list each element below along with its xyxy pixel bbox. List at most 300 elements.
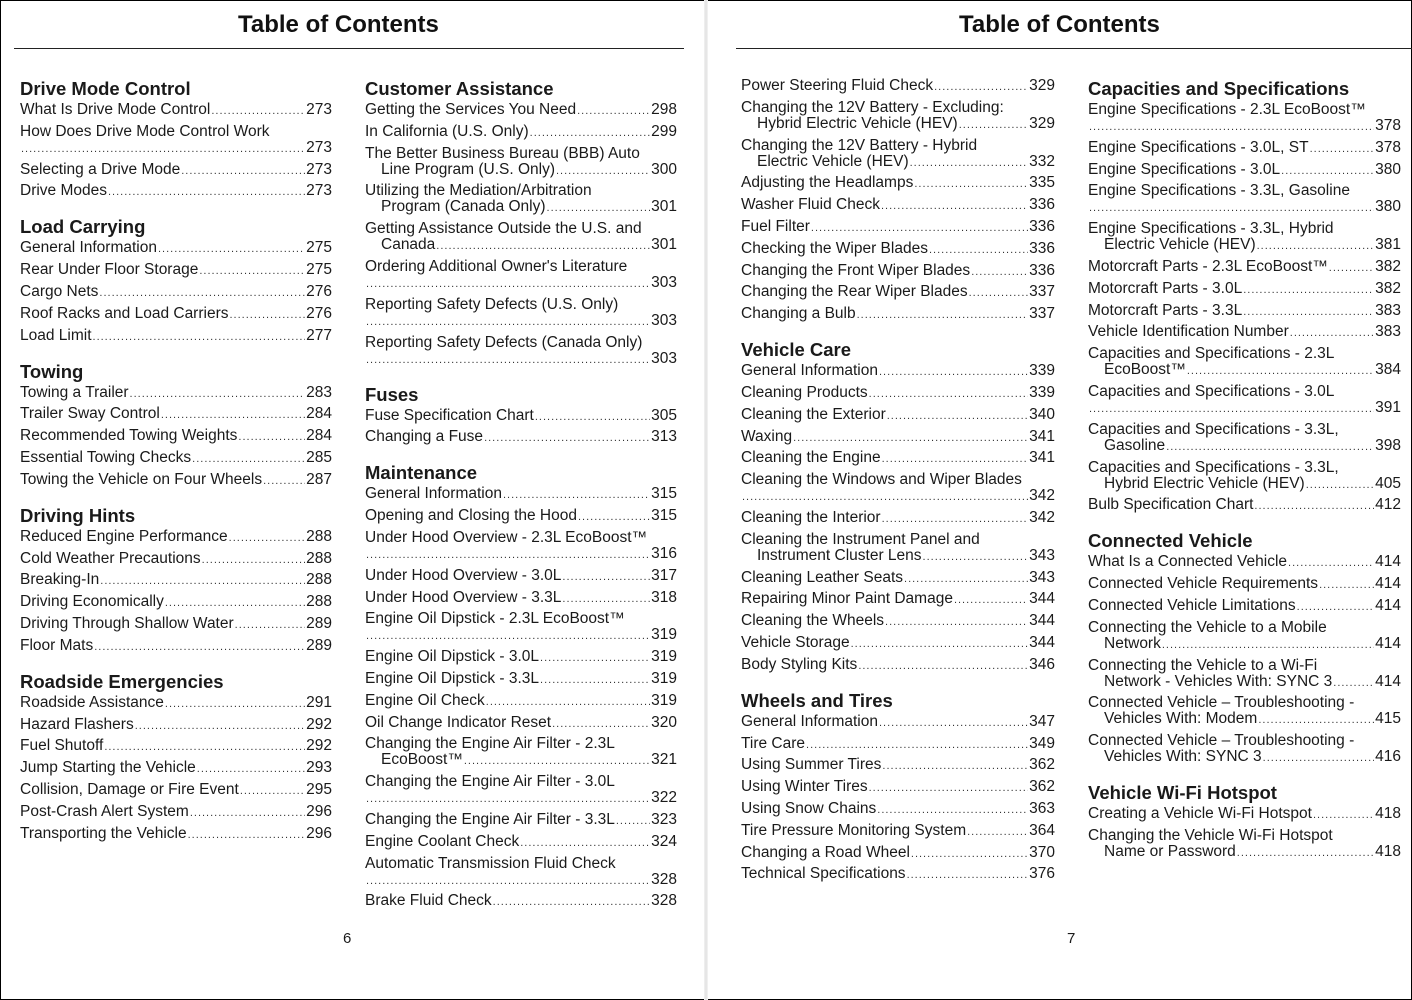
toc-entry[interactable] — [741, 407, 1055, 424]
entry-text: Rear Under Floor Storage — [20, 261, 199, 279]
dot-leader — [130, 385, 306, 402]
toc-entry[interactable] — [20, 428, 332, 445]
toc-column — [1088, 78, 1401, 877]
entry-page-number: 391 — [1375, 398, 1401, 416]
dot-leader — [547, 199, 651, 216]
toc-entry[interactable] — [365, 335, 677, 368]
toc-entry[interactable] — [741, 429, 1055, 446]
toc-section — [741, 690, 1055, 884]
toc-entry[interactable] — [1088, 183, 1401, 216]
entry-text: Engine Oil Check — [365, 691, 485, 709]
toc-entry[interactable] — [20, 162, 332, 179]
entry-text: Connected Vehicle Limitations — [1088, 596, 1296, 614]
entry-page-number: 418 — [1375, 842, 1401, 860]
toc-entry[interactable] — [1088, 733, 1401, 766]
entry-page-number: 295 — [306, 780, 332, 798]
toc-entry[interactable] — [20, 551, 332, 568]
page-number: 7 — [1067, 930, 1076, 947]
dot-leader — [887, 407, 1028, 424]
entry-text: Engine Oil Dipstick - 2.3L EcoBoost™ — [365, 610, 625, 628]
entry-text: Changing the Front Wiper Blades — [741, 261, 971, 279]
section-heading: Drive Mode Control — [20, 78, 191, 99]
entry-page-number: 301 — [651, 198, 677, 216]
entry-text: The Better Business Bureau (BBB) Auto — [365, 144, 640, 162]
dot-leader — [742, 488, 1028, 505]
entry-text: Engine Oil Dipstick - 3.0L — [365, 648, 540, 666]
entry-page-number: 283 — [306, 383, 332, 401]
entry-text: Roadside Assistance — [20, 693, 164, 711]
section-heading: Vehicle Care — [741, 339, 852, 361]
toc-entry[interactable] — [20, 102, 332, 119]
toc-entry[interactable] — [741, 138, 1055, 171]
entry-text: Motorcraft Parts - 3.3L — [1088, 301, 1243, 319]
entry-page-number: 323 — [651, 810, 677, 828]
toc-entry[interactable] — [741, 823, 1055, 840]
dot-leader — [366, 627, 650, 644]
entry-text: Capacities and Specifications - 3.3L, — [1088, 458, 1339, 476]
entry-text: Changing the 12V Battery - Hybrid — [741, 136, 978, 154]
dot-leader — [1333, 674, 1374, 691]
toc-entry[interactable] — [365, 812, 677, 829]
toc-entry[interactable] — [741, 736, 1055, 753]
dot-leader — [135, 717, 305, 734]
entry-text: Capacities and Specifications - 3.3L, — [1088, 420, 1339, 438]
entry-text: Driving Through Shallow Water — [20, 614, 234, 632]
toc-entry[interactable] — [741, 510, 1055, 527]
toc-entry[interactable] — [741, 472, 1055, 505]
section-heading: Driving Hints — [20, 504, 136, 526]
entry-text: Automatic Transmission Fluid Check — [365, 854, 616, 872]
dot-leader — [165, 695, 305, 712]
toc-entry[interactable] — [20, 240, 332, 257]
entry-text: Driving Economically — [20, 593, 164, 611]
toc-entry[interactable] — [1088, 554, 1401, 571]
entry-page-number: 337 — [1029, 283, 1055, 301]
entry-text: Washer Fluid Check — [741, 196, 880, 214]
entry-text: Motorcraft Parts - 3.0L — [1088, 279, 1243, 297]
toc-entry[interactable] — [365, 693, 677, 710]
toc-entry[interactable] — [741, 219, 1055, 236]
entry-text: Changing the Engine Air Filter - 2.3L — [365, 735, 615, 753]
entry-text: Transporting the Vehicle — [20, 824, 187, 842]
entry-text: Utilizing the Mediation/Arbitration — [365, 182, 592, 200]
toc-entry[interactable] — [20, 124, 332, 157]
dot-leader — [869, 779, 1029, 796]
toc-entry[interactable] — [741, 570, 1055, 587]
toc-entry[interactable] — [365, 715, 677, 732]
entry-page-number: 324 — [651, 832, 677, 850]
entry-page-number: 362 — [1029, 778, 1055, 796]
entry-page-number: 382 — [1375, 279, 1401, 297]
toc-entry[interactable] — [365, 221, 677, 254]
entry-page-number: 319 — [651, 648, 677, 666]
toc-entry[interactable] — [741, 657, 1055, 674]
toc-entry[interactable] — [741, 175, 1055, 192]
entry-text: How Does Drive Mode Control Work — [20, 122, 270, 140]
section-heading: Towing — [20, 360, 84, 382]
toc-entry[interactable] — [741, 532, 1055, 565]
entry-text: Engine Specifications - 3.3L, Gasoline — [1088, 182, 1350, 200]
toc-entry[interactable] — [365, 736, 677, 769]
toc-entry[interactable] — [365, 856, 677, 889]
dot-leader — [93, 328, 306, 345]
entry-page-number: 303 — [651, 273, 677, 291]
toc-entry[interactable] — [1088, 281, 1401, 298]
entry-page-number: 405 — [1375, 474, 1401, 492]
toc-entry[interactable] — [741, 197, 1055, 214]
toc-entry[interactable] — [1088, 162, 1401, 179]
dot-leader — [969, 284, 1029, 301]
entry-text: Changing the Vehicle Wi-Fi Hotspot — [1088, 826, 1333, 844]
entry-page-number: 273 — [306, 160, 332, 178]
toc-entry[interactable] — [1088, 221, 1401, 254]
dot-leader — [858, 657, 1028, 674]
entry-page-number: 340 — [1029, 405, 1055, 423]
dot-leader — [954, 591, 1028, 608]
toc-entry[interactable] — [741, 591, 1055, 608]
dot-leader — [1089, 400, 1374, 417]
dot-leader — [181, 162, 305, 179]
toc-entry[interactable] — [20, 804, 332, 821]
section-heading: Connected Vehicle — [1088, 530, 1253, 552]
dot-leader — [165, 594, 305, 611]
dot-leader — [879, 714, 1028, 731]
toc-entry[interactable] — [1088, 346, 1401, 379]
toc-entry[interactable] — [1088, 695, 1401, 728]
entry-page-number: 291 — [306, 693, 332, 711]
toc-entry[interactable] — [1088, 598, 1401, 615]
page-title: Table of Contents — [959, 11, 1160, 38]
dot-leader — [94, 638, 305, 655]
entry-page-number: 383 — [1375, 323, 1401, 341]
entry-text: Recommended Towing Weights — [20, 427, 238, 445]
dot-leader — [1089, 118, 1374, 135]
entry-page-number: 349 — [1029, 734, 1055, 752]
toc-entry[interactable] — [741, 241, 1055, 258]
toc-entry[interactable] — [20, 826, 332, 843]
toc-section — [365, 462, 677, 910]
toc-entry[interactable] — [20, 450, 332, 467]
toc-entry[interactable] — [1088, 828, 1401, 861]
dot-leader — [486, 693, 650, 710]
toc-entry[interactable] — [365, 146, 677, 179]
toc-entry[interactable] — [365, 183, 677, 216]
toc-entry[interactable] — [365, 259, 677, 292]
toc-entry[interactable] — [20, 262, 332, 279]
dot-leader — [230, 306, 306, 323]
toc-entry[interactable] — [20, 529, 332, 546]
toc-entry[interactable] — [741, 100, 1055, 133]
toc-section — [1088, 78, 1401, 514]
entry-text: Connected Vehicle – Troubleshooting - — [1088, 732, 1355, 750]
toc-entry[interactable] — [20, 695, 332, 712]
entry-page-number: 288 — [306, 549, 332, 567]
dot-leader — [199, 262, 305, 279]
dot-leader — [869, 385, 1028, 402]
entry-page-number: 322 — [651, 789, 677, 807]
left-page — [0, 0, 700, 1000]
entry-page-number: 384 — [1375, 361, 1401, 379]
dot-leader — [971, 263, 1028, 280]
entry-page-number: 277 — [306, 326, 332, 344]
entry-text: Network — [1104, 634, 1161, 652]
entry-text: Connecting the Vehicle to a Mobile — [1088, 618, 1327, 636]
dot-leader — [959, 116, 1028, 133]
toc-section — [1088, 782, 1401, 861]
entry-text: Using Winter Tires — [741, 778, 868, 796]
entry-page-number: 414 — [1375, 575, 1401, 593]
toc-entry[interactable] — [365, 102, 677, 119]
entry-page-number: 341 — [1029, 427, 1055, 445]
entry-text: General Information — [20, 239, 157, 257]
dot-leader — [967, 823, 1028, 840]
entry-page-number: 288 — [306, 593, 332, 611]
toc-entry[interactable] — [20, 638, 332, 655]
toc-entry[interactable] — [741, 363, 1055, 380]
dot-leader — [911, 845, 1028, 862]
toc-entry[interactable] — [20, 572, 332, 589]
entry-text: Tire Pressure Monitoring System — [741, 821, 967, 839]
dot-leader — [520, 834, 650, 851]
toc-entry[interactable] — [1088, 497, 1401, 514]
toc-entry[interactable] — [1088, 384, 1401, 417]
entry-page-number: 319 — [651, 669, 677, 687]
toc-entry[interactable] — [741, 801, 1055, 818]
dot-leader — [879, 363, 1028, 380]
toc-entry[interactable] — [20, 306, 332, 323]
entry-text: Towing a Trailer — [20, 383, 129, 401]
toc-entry[interactable] — [365, 834, 677, 851]
entry-page-number: 337 — [1029, 305, 1055, 323]
entry-text: Brake Fluid Check — [365, 892, 492, 910]
toc-entry[interactable] — [365, 774, 677, 807]
entry-page-number: 342 — [1029, 487, 1055, 505]
entry-text: Cleaning Products — [741, 383, 868, 401]
dot-leader — [1306, 476, 1374, 493]
entry-page-number: 318 — [651, 588, 677, 606]
entry-text: Under Hood Overview - 3.0L — [365, 566, 562, 584]
entry-page-number: 376 — [1029, 865, 1055, 883]
toc-entry[interactable] — [20, 328, 332, 345]
entry-text: Engine Specifications - 3.0L, ST — [1088, 138, 1309, 156]
dot-leader — [1162, 636, 1374, 653]
dot-leader — [857, 306, 1029, 323]
toc-entry[interactable] — [365, 429, 677, 446]
entry-text: Roof Racks and Load Carriers — [20, 304, 229, 322]
dot-leader — [493, 893, 650, 910]
entry-page-number: 370 — [1029, 843, 1055, 861]
toc-entry[interactable] — [20, 406, 332, 423]
toc-entry[interactable] — [741, 263, 1055, 280]
toc-entry[interactable] — [741, 779, 1055, 796]
toc-entry[interactable] — [20, 717, 332, 734]
dot-leader — [885, 613, 1028, 630]
entry-text: Hybrid Electric Vehicle (HEV) — [757, 114, 958, 132]
entry-page-number: 336 — [1029, 196, 1055, 214]
entry-text: Engine Oil Dipstick - 3.3L — [365, 669, 540, 687]
toc-section — [20, 671, 332, 843]
dot-leader — [914, 175, 1028, 192]
toc-entry[interactable] — [365, 124, 677, 141]
toc-section — [1088, 530, 1401, 766]
dot-leader — [21, 140, 305, 157]
entry-page-number: 299 — [651, 122, 677, 140]
toc-entry[interactable] — [20, 183, 332, 200]
toc-entry[interactable] — [1088, 658, 1401, 691]
dot-leader — [1329, 259, 1374, 276]
toc-entry[interactable] — [365, 893, 677, 910]
dot-leader — [108, 183, 305, 200]
entry-page-number: 336 — [1029, 217, 1055, 235]
entry-page-number: 339 — [1029, 383, 1055, 401]
toc-entry[interactable] — [20, 594, 332, 611]
entry-page-number: 276 — [306, 304, 332, 322]
dot-leader — [562, 568, 650, 585]
toc-entry[interactable] — [1088, 620, 1401, 653]
toc-entry[interactable] — [741, 635, 1055, 652]
entry-text: EcoBoost™ — [381, 751, 463, 769]
entry-text: Changing the Engine Air Filter - 3.3L — [365, 810, 615, 828]
toc-entry[interactable] — [1088, 422, 1401, 455]
section-heading: Wheels and Tires — [741, 689, 893, 711]
entry-page-number: 289 — [306, 614, 332, 632]
entry-text: Cleaning the Engine — [741, 449, 881, 467]
entry-page-number: 296 — [306, 824, 332, 842]
dot-leader — [240, 782, 305, 799]
toc-entry[interactable] — [741, 714, 1055, 731]
entry-page-number: 364 — [1029, 821, 1055, 839]
entry-text: Power Steering Fluid Check — [741, 77, 934, 94]
dot-leader — [806, 736, 1028, 753]
toc-entry[interactable] — [365, 611, 677, 644]
dot-leader — [1310, 140, 1375, 157]
entry-text: Hybrid Electric Vehicle (HEV) — [1104, 474, 1305, 492]
toc-entry[interactable] — [741, 757, 1055, 774]
entry-page-number: 273 — [306, 138, 332, 156]
entry-page-number: 329 — [1029, 77, 1055, 94]
dot-leader — [1166, 438, 1374, 455]
dot-leader — [192, 450, 305, 467]
entry-page-number: 276 — [306, 282, 332, 300]
toc-entry[interactable] — [365, 530, 677, 563]
toc-entry[interactable] — [20, 738, 332, 755]
entry-text: Cleaning Leather Seats — [741, 568, 904, 586]
entry-page-number: 415 — [1375, 710, 1401, 728]
toc-entry[interactable] — [741, 78, 1055, 95]
entry-page-number: 328 — [651, 892, 677, 910]
entry-text: Connecting the Vehicle to a Wi-Fi — [1088, 656, 1318, 674]
dot-leader — [578, 508, 650, 525]
entry-text: Vehicle Identification Number — [1088, 323, 1289, 341]
toc-entry[interactable] — [1088, 140, 1401, 157]
toc-entry[interactable] — [365, 486, 677, 503]
entry-page-number: 319 — [651, 691, 677, 709]
entry-page-number: 347 — [1029, 712, 1055, 730]
toc-section — [20, 361, 332, 489]
toc-entry[interactable] — [1088, 102, 1401, 135]
toc-entry[interactable] — [1088, 576, 1401, 593]
toc-entry[interactable] — [741, 450, 1055, 467]
entry-text: General Information — [365, 485, 502, 503]
entry-text: Using Snow Chains — [741, 799, 877, 817]
toc-entry[interactable] — [741, 845, 1055, 862]
entry-page-number: 317 — [651, 566, 677, 584]
dot-leader — [904, 570, 1028, 587]
entry-page-number: 414 — [1375, 634, 1401, 652]
dot-leader — [366, 351, 650, 368]
toc-entry[interactable] — [20, 616, 332, 633]
dot-leader — [577, 102, 650, 119]
entry-text: Instrument Cluster Lens — [757, 546, 922, 564]
toc-entry[interactable] — [365, 671, 677, 688]
section-heading: Load Carrying — [20, 216, 146, 238]
entry-text: Technical Specifications — [741, 865, 906, 883]
entry-page-number: 284 — [306, 427, 332, 445]
toc-entry[interactable] — [1088, 460, 1401, 493]
dot-leader — [1089, 199, 1374, 216]
toc-entry[interactable] — [365, 568, 677, 585]
toc-entry[interactable] — [1088, 806, 1401, 823]
dot-leader — [923, 548, 1029, 565]
toc-entry[interactable] — [20, 385, 332, 402]
entry-text: Connected Vehicle Requirements — [1088, 575, 1319, 593]
entry-text: Engine Specifications - 3.0L — [1088, 160, 1281, 178]
section-heading: Maintenance — [365, 462, 478, 484]
toc-entry[interactable] — [365, 508, 677, 525]
toc-entry[interactable] — [365, 590, 677, 607]
entry-text: Changing a Road Wheel — [741, 843, 910, 861]
entry-text: Ordering Additional Owner's Literature — [365, 257, 628, 275]
toc-entry[interactable] — [741, 866, 1055, 883]
toc-entry[interactable] — [741, 284, 1055, 301]
toc-entry[interactable] — [741, 613, 1055, 630]
dot-leader — [190, 804, 305, 821]
entry-page-number: 342 — [1029, 508, 1055, 526]
entry-text: Cargo Nets — [20, 282, 99, 300]
toc-entry[interactable] — [741, 306, 1055, 323]
entry-text: General Information — [741, 712, 878, 730]
toc-entry[interactable] — [20, 284, 332, 301]
title-rule — [14, 48, 684, 49]
toc-entry[interactable] — [20, 782, 332, 799]
toc-entry[interactable] — [365, 649, 677, 666]
toc-entry[interactable] — [20, 760, 332, 777]
dot-leader — [211, 102, 305, 119]
toc-entry[interactable] — [20, 472, 332, 489]
entry-page-number: 362 — [1029, 756, 1055, 774]
dot-leader — [877, 801, 1028, 818]
entry-text: Engine Specifications - 3.3L, Hybrid — [1088, 220, 1334, 238]
entry-page-number: 343 — [1029, 546, 1055, 564]
toc-entry[interactable] — [1088, 324, 1401, 341]
toc-entry[interactable] — [365, 297, 677, 330]
entry-page-number: 335 — [1029, 174, 1055, 192]
toc-entry[interactable] — [1088, 303, 1401, 320]
entry-page-number: 273 — [306, 101, 332, 118]
toc-entry[interactable] — [1088, 259, 1401, 276]
entry-text: Changing a Bulb — [741, 305, 856, 323]
entry-text: Collision, Damage or Fire Event — [20, 780, 239, 798]
dot-leader — [1243, 281, 1374, 298]
entry-page-number: 315 — [651, 507, 677, 525]
entry-page-number: 289 — [306, 636, 332, 654]
dot-leader — [366, 313, 650, 330]
entry-text: Jump Starting the Vehicle — [20, 759, 196, 777]
toc-entry[interactable] — [741, 385, 1055, 402]
entry-text: Fuel Filter — [741, 217, 810, 235]
toc-entry[interactable] — [365, 408, 677, 425]
dot-leader — [229, 529, 305, 546]
